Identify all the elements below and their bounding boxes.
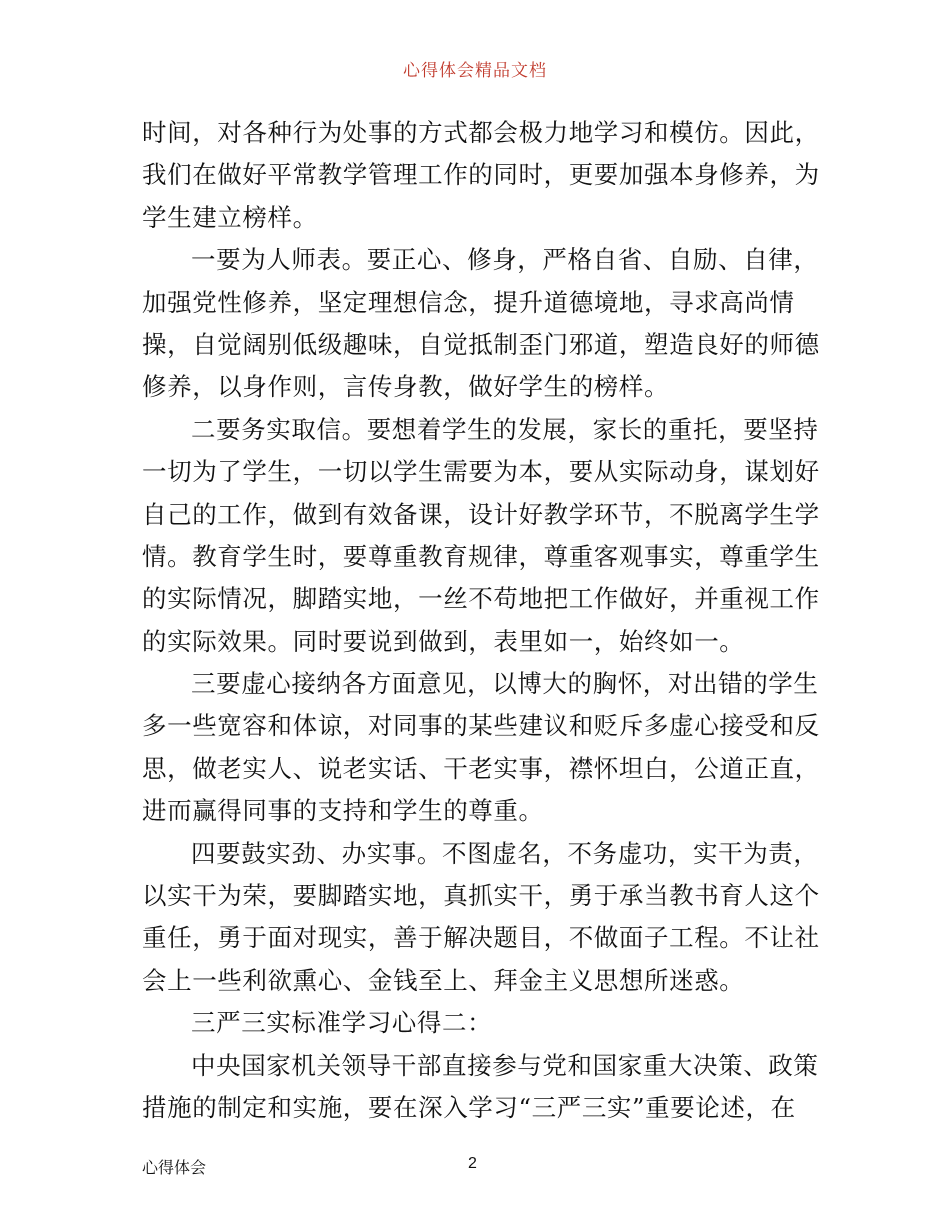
- page-header-title: 心得体会精品文档: [403, 61, 547, 81]
- text-line: 自己的工作，做到有效备课，设计好教学环节，不脱离学生学: [142, 499, 820, 529]
- text-line: 思，做老实人、说老实话、干老实事，襟怀坦白，公道正直，: [142, 753, 820, 783]
- text-line: 操，自觉阔别低级趣味，自觉抵制歪门邪道，塑造良好的师德: [142, 329, 820, 359]
- text-line: 的实际效果。同时要说到做到，表里如一，始终如一。: [142, 626, 745, 656]
- document-body: [142, 112, 822, 1129]
- text-line: 二要务实取信。要想着学生的发展，家长的重托，要坚持: [191, 414, 819, 444]
- text-line: 会上一些利欲熏心、金钱至上、拜金主义思想所迷惑。: [142, 965, 745, 995]
- text-line: 我们在做好平常教学管理工作的同时，更要加强本身修养，为: [142, 160, 820, 190]
- text-line: 四要鼓实劲、办实事。不图虚名，不务虚功，实干为责，: [191, 838, 819, 868]
- text-line: 情。教育学生时，要尊重教育规律，尊重客观事实，尊重学生: [142, 541, 820, 571]
- page-number: 2: [468, 1155, 477, 1172]
- text-line: 重任，勇于面对现实，善于解决题目，不做面子工程。不让社: [142, 923, 820, 953]
- text-line: 多一些宽容和体谅，对同事的某些建议和贬斥多虚心接受和反: [142, 711, 820, 741]
- text-line: 中央国家机关领导干部直接参与党和国家重大决策、政策: [191, 1050, 819, 1080]
- text-line: 一要为人师表。要正心、修身，严格自省、自励、自律，: [191, 245, 819, 275]
- text-line: 三要虚心接纳各方面意见，以博大的胸怀，对出错的学生: [191, 669, 819, 699]
- text-line: 修养，以身作则，言传身教，做好学生的榜样。: [142, 372, 670, 402]
- text-line: 进而赢得同事的支持和学生的尊重。: [142, 796, 544, 826]
- text-line: 的实际情况，脚踏实地，一丝不苟地把工作做好，并重视工作: [142, 584, 820, 614]
- text-line: 加强党性修养，坚定理想信念，提升道德境地，寻求高尚情: [142, 287, 795, 317]
- text-line: 学生建立榜样。: [142, 202, 318, 232]
- text-line: 一切为了学生，一切以学生需要为本，要从实际动身，谋划好: [142, 457, 820, 487]
- text-line: 时间，对各种行为处事的方式都会极力地学习和模仿。因此，: [142, 118, 820, 147]
- text-line: 措施的制定和实施，要在深入学习“三严三实”重要论述，在: [142, 1092, 796, 1122]
- footer-label: 心得体会: [142, 1158, 207, 1177]
- text-line: 以实干为荣，要脚踏实地，真抓实干，勇于承当教书育人这个: [142, 881, 820, 911]
- text-line: 三严三实标准学习心得二：: [191, 1008, 493, 1038]
